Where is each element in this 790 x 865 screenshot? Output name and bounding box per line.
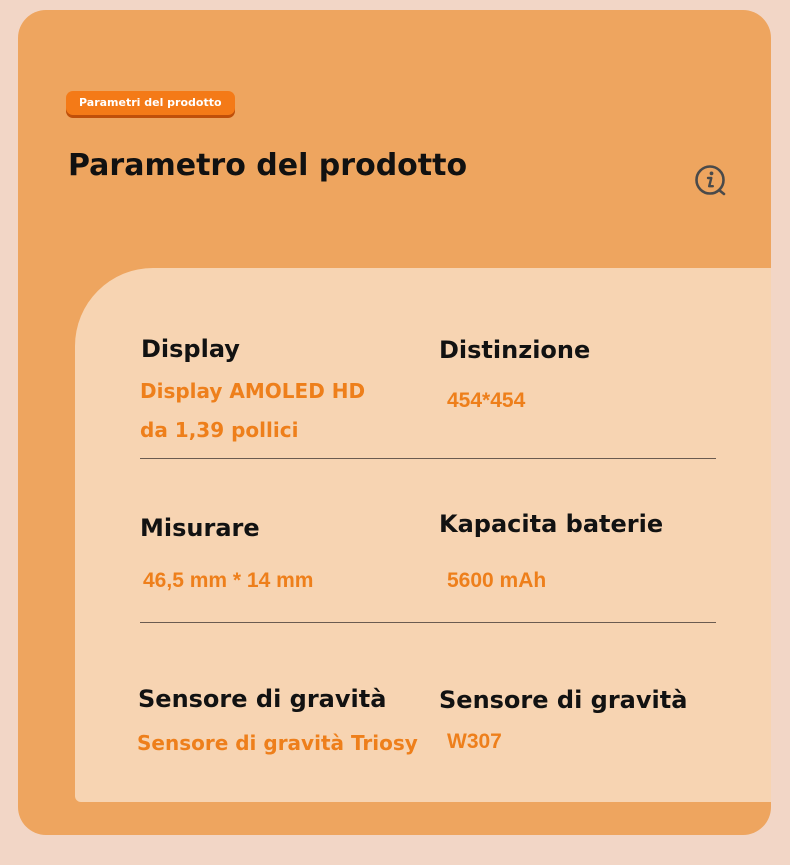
spec-value-display-line1: Display AMOLED HD xyxy=(140,379,366,403)
spec-divider xyxy=(140,458,716,459)
spec-label-display: Display xyxy=(141,335,240,363)
spec-value-resolution: 454*454 xyxy=(447,389,526,412)
spec-label-gravity-sensor-model: Sensore di gravità xyxy=(439,686,688,714)
spec-value-gravity-sensor-model: W307 xyxy=(447,730,502,753)
category-badge: Parametri del prodotto xyxy=(66,91,235,115)
spec-label-size: Misurare xyxy=(140,514,260,542)
product-card xyxy=(18,10,771,835)
spec-divider xyxy=(140,622,716,623)
page-title: Parametro del prodotto xyxy=(68,148,468,183)
spec-label-battery: Kapacita baterie xyxy=(439,510,664,538)
spec-value-gravity-sensor: Sensore di gravità Triosy xyxy=(137,731,418,755)
specs-panel xyxy=(75,268,771,802)
info-icon[interactable] xyxy=(693,163,727,197)
spec-label-resolution: Distinzione xyxy=(439,336,591,364)
spec-value-display-line2: da 1,39 pollici xyxy=(140,418,299,442)
spec-value-battery: 5600 mAh xyxy=(447,569,547,592)
spec-label-gravity-sensor: Sensore di gravità xyxy=(138,685,387,713)
spec-value-size: 46,5 mm * 14 mm xyxy=(143,569,314,592)
